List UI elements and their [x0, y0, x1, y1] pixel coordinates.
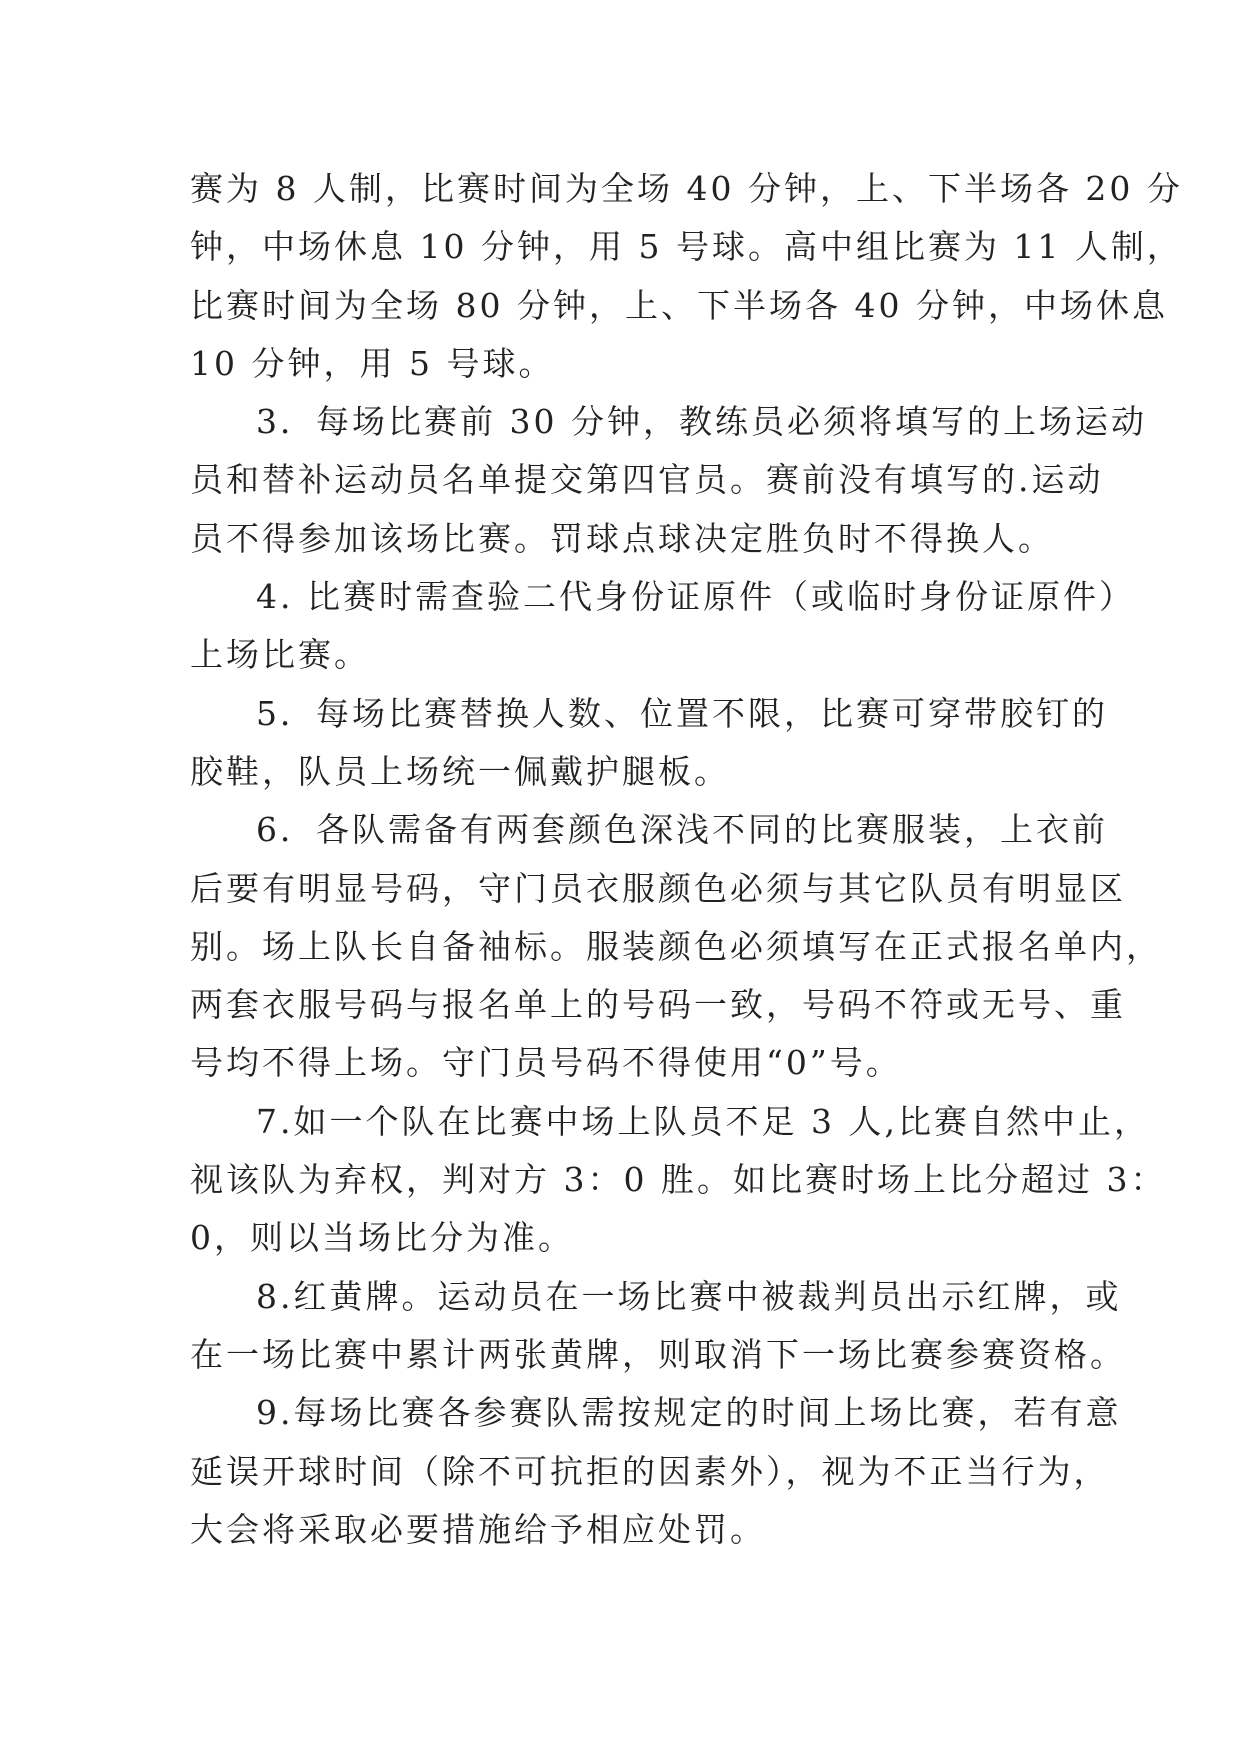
- text-line: 视该队为弃权，判对方 3：0 胜。如比赛时场上比分超过 3：: [190, 1160, 1167, 1200]
- paragraph-first-line: 9.每场比赛各参赛队需按规定的时间上场比赛，若有意: [256, 1393, 1122, 1433]
- paragraph-first-line: 8.红黄牌。运动员在一场比赛中被裁判员出示红牌，或: [256, 1276, 1122, 1316]
- text-line: 别。场上队长自备袖标。服装颜色必须填写在正式报名单内，: [190, 926, 1162, 966]
- paragraph-first-line: 6．各队需备有两套颜色深浅不同的比赛服装，上衣前: [256, 810, 1108, 850]
- paragraph-first-line: 5．每场比赛替换人数、位置不限，比赛可穿带胶钉的: [256, 693, 1108, 733]
- text-line: 号均不得上场。守门员号码不得使用“0”号。: [190, 1043, 902, 1083]
- document-body: [190, 160, 1183, 1559]
- text-line: 胶鞋，队员上场统一佩戴护腿板。: [190, 751, 730, 791]
- text-line: 两套衣服号码与报名单上的号码一致，号码不符或无号、重: [190, 985, 1126, 1025]
- text-line: 上场比赛。: [190, 635, 370, 675]
- text-line: 比赛时间为全场 80 分钟，上、下半场各 40 分钟，中场休息: [190, 285, 1168, 325]
- text-line: 延误开球时间（除不可抗拒的因素外），视为不正当行为，: [190, 1451, 1110, 1491]
- text-line: 0，则以当场比分为准。: [190, 1218, 574, 1258]
- text-line: 钟，中场休息 10 分钟，用 5 号球。高中组比赛为 11 人制，: [190, 227, 1183, 267]
- text-line: 大会将采取必要措施给予相应处罚。: [190, 1509, 766, 1549]
- paragraph-first-line: 4. 比赛时需查验二代身份证原件（或临时身份证原件）: [256, 577, 1135, 617]
- paragraph-first-line: 7.如一个队在比赛中场上队员不足 3 人,比赛自然中止，: [256, 1101, 1150, 1141]
- text-line: 员和替补运动员名单提交第四官员。赛前没有填写的.运动: [190, 460, 1104, 500]
- paragraph-first-line: 3．每场比赛前 30 分钟，教练员必须将填写的上场运动: [256, 402, 1147, 442]
- text-line: 10 分钟，用 5 号球。: [190, 343, 555, 383]
- text-line: 后要有明显号码，守门员衣服颜色必须与其它队员有明显区: [190, 868, 1126, 908]
- text-line: 在一场比赛中累计两张黄牌，则取消下一场比赛参赛资格。: [190, 1334, 1126, 1374]
- text-line: 员不得参加该场比赛。罚球点球决定胜负时不得换人。: [190, 518, 1054, 558]
- text-line: 赛为 8 人制，比赛时间为全场 40 分钟，上、下半场各 20 分: [190, 169, 1183, 208]
